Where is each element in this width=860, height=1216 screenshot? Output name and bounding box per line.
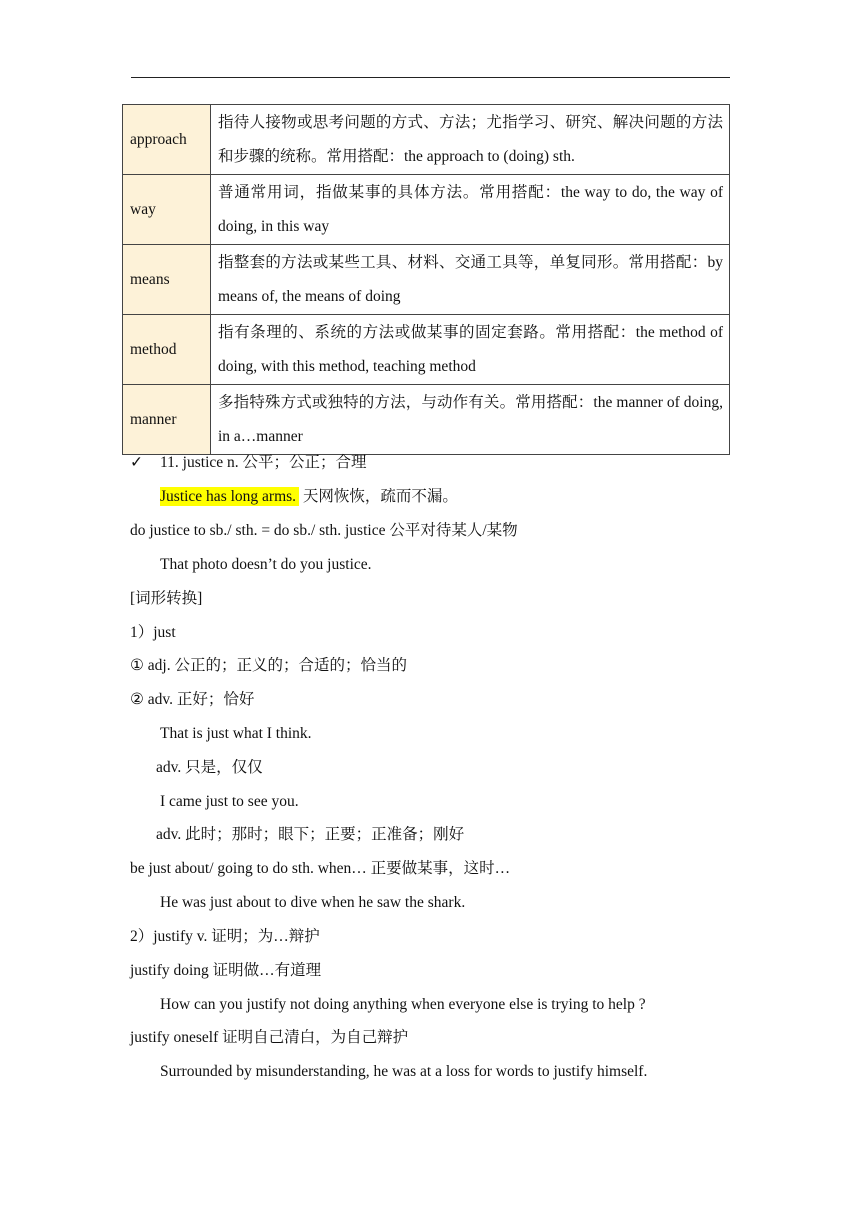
subentry-heading: 2）justify v. 证明；为…辩护 — [130, 928, 320, 945]
section-heading: [词形转换] — [130, 590, 203, 607]
phrase-line: do justice to sb./ sth. = do sb./ sth. justice 公平对待某人/某物 — [130, 522, 518, 539]
table-desc: 指有条理的、系统的方法或做某事的固定套路。常用搭配：the method of doing, with this method, teaching method — [211, 315, 730, 385]
table-row — [123, 315, 730, 385]
example-sentence: That is just what I think. — [160, 725, 312, 742]
table-word: approach — [123, 105, 211, 175]
table-row — [123, 385, 730, 455]
entry-heading — [130, 451, 367, 475]
table-row — [123, 245, 730, 315]
proverb-highlight: Justice has long arms. — [160, 487, 299, 506]
example-sentence: That photo doesn’t do you justice. — [160, 556, 372, 573]
meaning-line: adv. 此时；那时；眼下；正要；正准备；刚好 — [156, 826, 465, 843]
meaning-line: ② adv. 正好；恰好 — [130, 691, 255, 708]
table-desc: 普通常用词，指做某事的具体方法。常用搭配：the way to do, the way of doing, in this way — [211, 175, 730, 245]
table-word: method — [123, 315, 211, 385]
subentry-heading: 1）just — [130, 624, 176, 641]
proverb-translation: 天网恢恢，疏而不漏。 — [299, 488, 458, 505]
meaning-line: adv. 只是，仅仅 — [156, 759, 263, 776]
check-icon: ✓ — [130, 454, 143, 471]
table-desc: 多指特殊方式或独特的方法，与动作有关。常用搭配：the manner of doing, in a…manner — [211, 385, 730, 455]
phrase-line: justify doing 证明做…有道理 — [130, 962, 322, 979]
header-rule — [131, 77, 730, 78]
table-word: means — [123, 245, 211, 315]
table-row — [123, 175, 730, 245]
table-row — [123, 105, 730, 175]
example-sentence: He was just about to dive when he saw the shark. — [160, 894, 466, 911]
table-desc: 指待人接物或思考问题的方式、方法；尤指学习、研究、解决问题的方法和步骤的统称。常用搭配：the approach to (doing) sth. — [211, 105, 730, 175]
phrase-line: justify oneself 证明自己清白，为自己辩护 — [130, 1029, 409, 1046]
table-word: manner — [123, 385, 211, 455]
entry-headword: 11. justice n. 公平；公正；合理 — [160, 454, 367, 471]
table-word: way — [123, 175, 211, 245]
table-desc: 指整套的方法或某些工具、材料、交通工具等，单复同形。常用搭配：by means of, the means of doing — [211, 245, 730, 315]
example-sentence: I came just to see you. — [160, 793, 299, 810]
example-sentence: How can you justify not doing anything when everyone else is trying to help ? — [160, 996, 646, 1013]
synonym-table — [122, 104, 730, 455]
proverb-line — [160, 485, 458, 509]
meaning-line: ① adj. 公正的；正义的；合适的；恰当的 — [130, 657, 407, 674]
example-sentence: Surrounded by misunderstanding, he was at a loss for words to justify himself. — [160, 1063, 648, 1080]
phrase-line: be just about/ going to do sth. when… 正要做某事，这时… — [130, 860, 511, 877]
